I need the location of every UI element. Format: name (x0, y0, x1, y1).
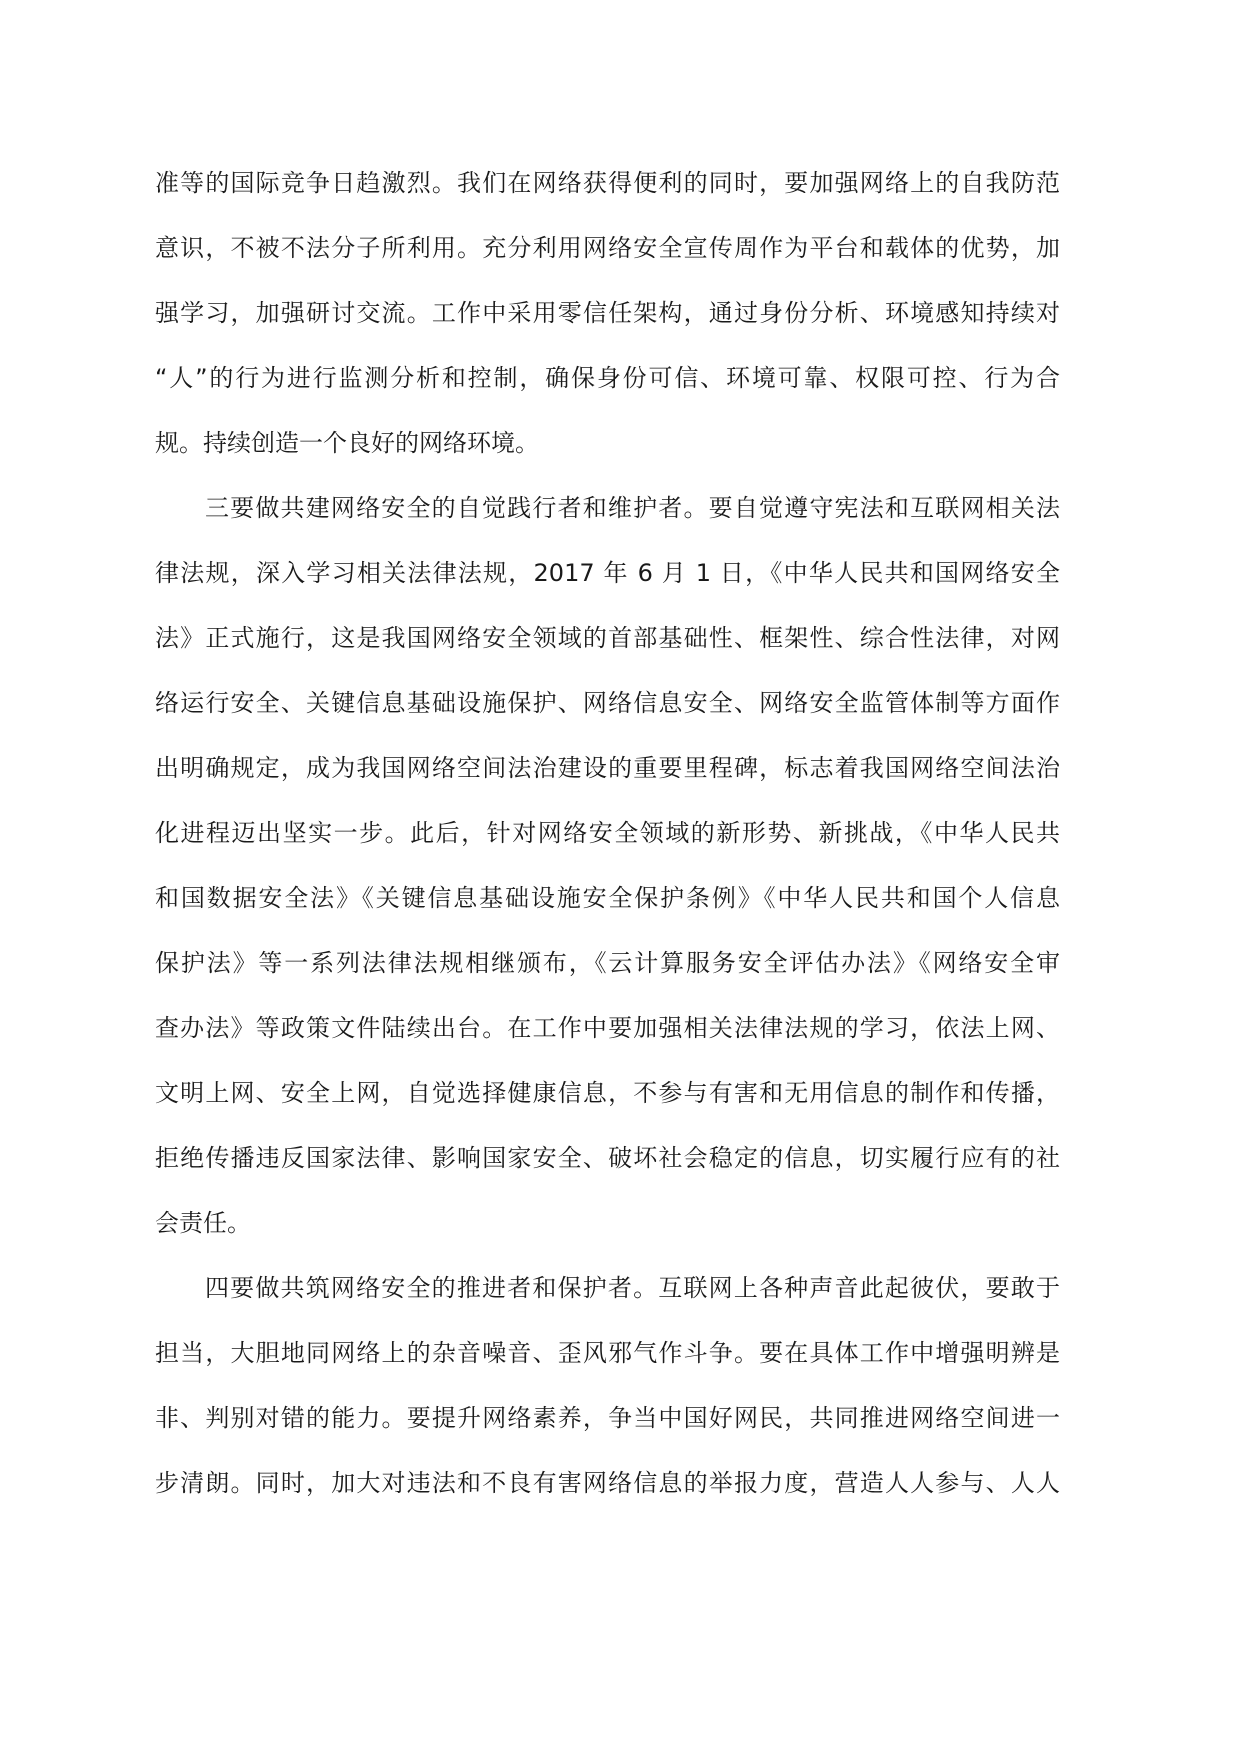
text-line: “人”的行为进行监测分析和控制，确保身份可信、环境可靠、权限可控、行为合 (155, 364, 1060, 392)
text-line: 保护法》等一系列法律法规相继颁布，《云计算服务安全评估办法》《网络安全审 (155, 949, 1060, 977)
text-line: 规。持续创造一个良好的网络环境。 (155, 429, 539, 457)
paragraph-four-first-line: 四要做共筑网络安全的推进者和保护者。互联网上各种声音此起彼伏，要敢于 (205, 1274, 1060, 1302)
text-line: 准等的国际竞争日趋激烈。我们在网络获得便利的同时，要加强网络上的自我防范 (155, 169, 1060, 197)
text-line: 担当，大胆地同网络上的杂音噪音、歪风邪气作斗争。要在具体工作中增强明辨是 (155, 1339, 1060, 1367)
text-line: 化进程迈出坚实一步。此后，针对网络安全领域的新形势、新挑战，《中华人民共 (155, 819, 1060, 847)
text-line: 拒绝传播违反国家法律、影响国家安全、破坏社会稳定的信息，切实履行应有的社 (155, 1144, 1060, 1172)
text-line: 络运行安全、关键信息基础设施保护、网络信息安全、网络安全监管体制等方面作 (155, 689, 1060, 717)
text-line: 和国数据安全法》《关键信息基础设施安全保护条例》《中华人民共和国个人信息 (155, 884, 1060, 912)
text-line: 查办法》等政策文件陆续出台。在工作中要加强相关法律法规的学习，依法上网、 (155, 1014, 1060, 1042)
text-line: 律法规，深入学习相关法律法规，2017 年 6 月 1 日，《中华人民共和国网络安全 (155, 559, 1060, 587)
text-line: 文明上网、安全上网，自觉选择健康信息，不参与有害和无用信息的制作和传播， (155, 1079, 1060, 1107)
text-line: 会责任。 (155, 1209, 251, 1237)
text-line: 非、判别对错的能力。要提升网络素养，争当中国好网民，共同推进网络空间进一 (155, 1404, 1060, 1432)
text-line: 步清朗。同时，加大对违法和不良有害网络信息的举报力度，营造人人参与、人人 (155, 1469, 1060, 1497)
body-text (155, 151, 1060, 1516)
text-line: 强学习，加强研讨交流。工作中采用零信任架构，通过身份分析、环境感知持续对 (155, 299, 1060, 327)
text-line: 出明确规定，成为我国网络空间法治建设的重要里程碑，标志着我国网络空间法治 (155, 754, 1060, 782)
text-line: 意识，不被不法分子所利用。充分利用网络安全宣传周作为平台和载体的优势，加 (155, 234, 1060, 262)
paragraph-three-first-line: 三要做共建网络安全的自觉践行者和维护者。要自觉遵守宪法和互联网相关法 (205, 494, 1060, 522)
text-line: 法》正式施行，这是我国网络安全领域的首部基础性、框架性、综合性法律，对网 (155, 624, 1060, 652)
